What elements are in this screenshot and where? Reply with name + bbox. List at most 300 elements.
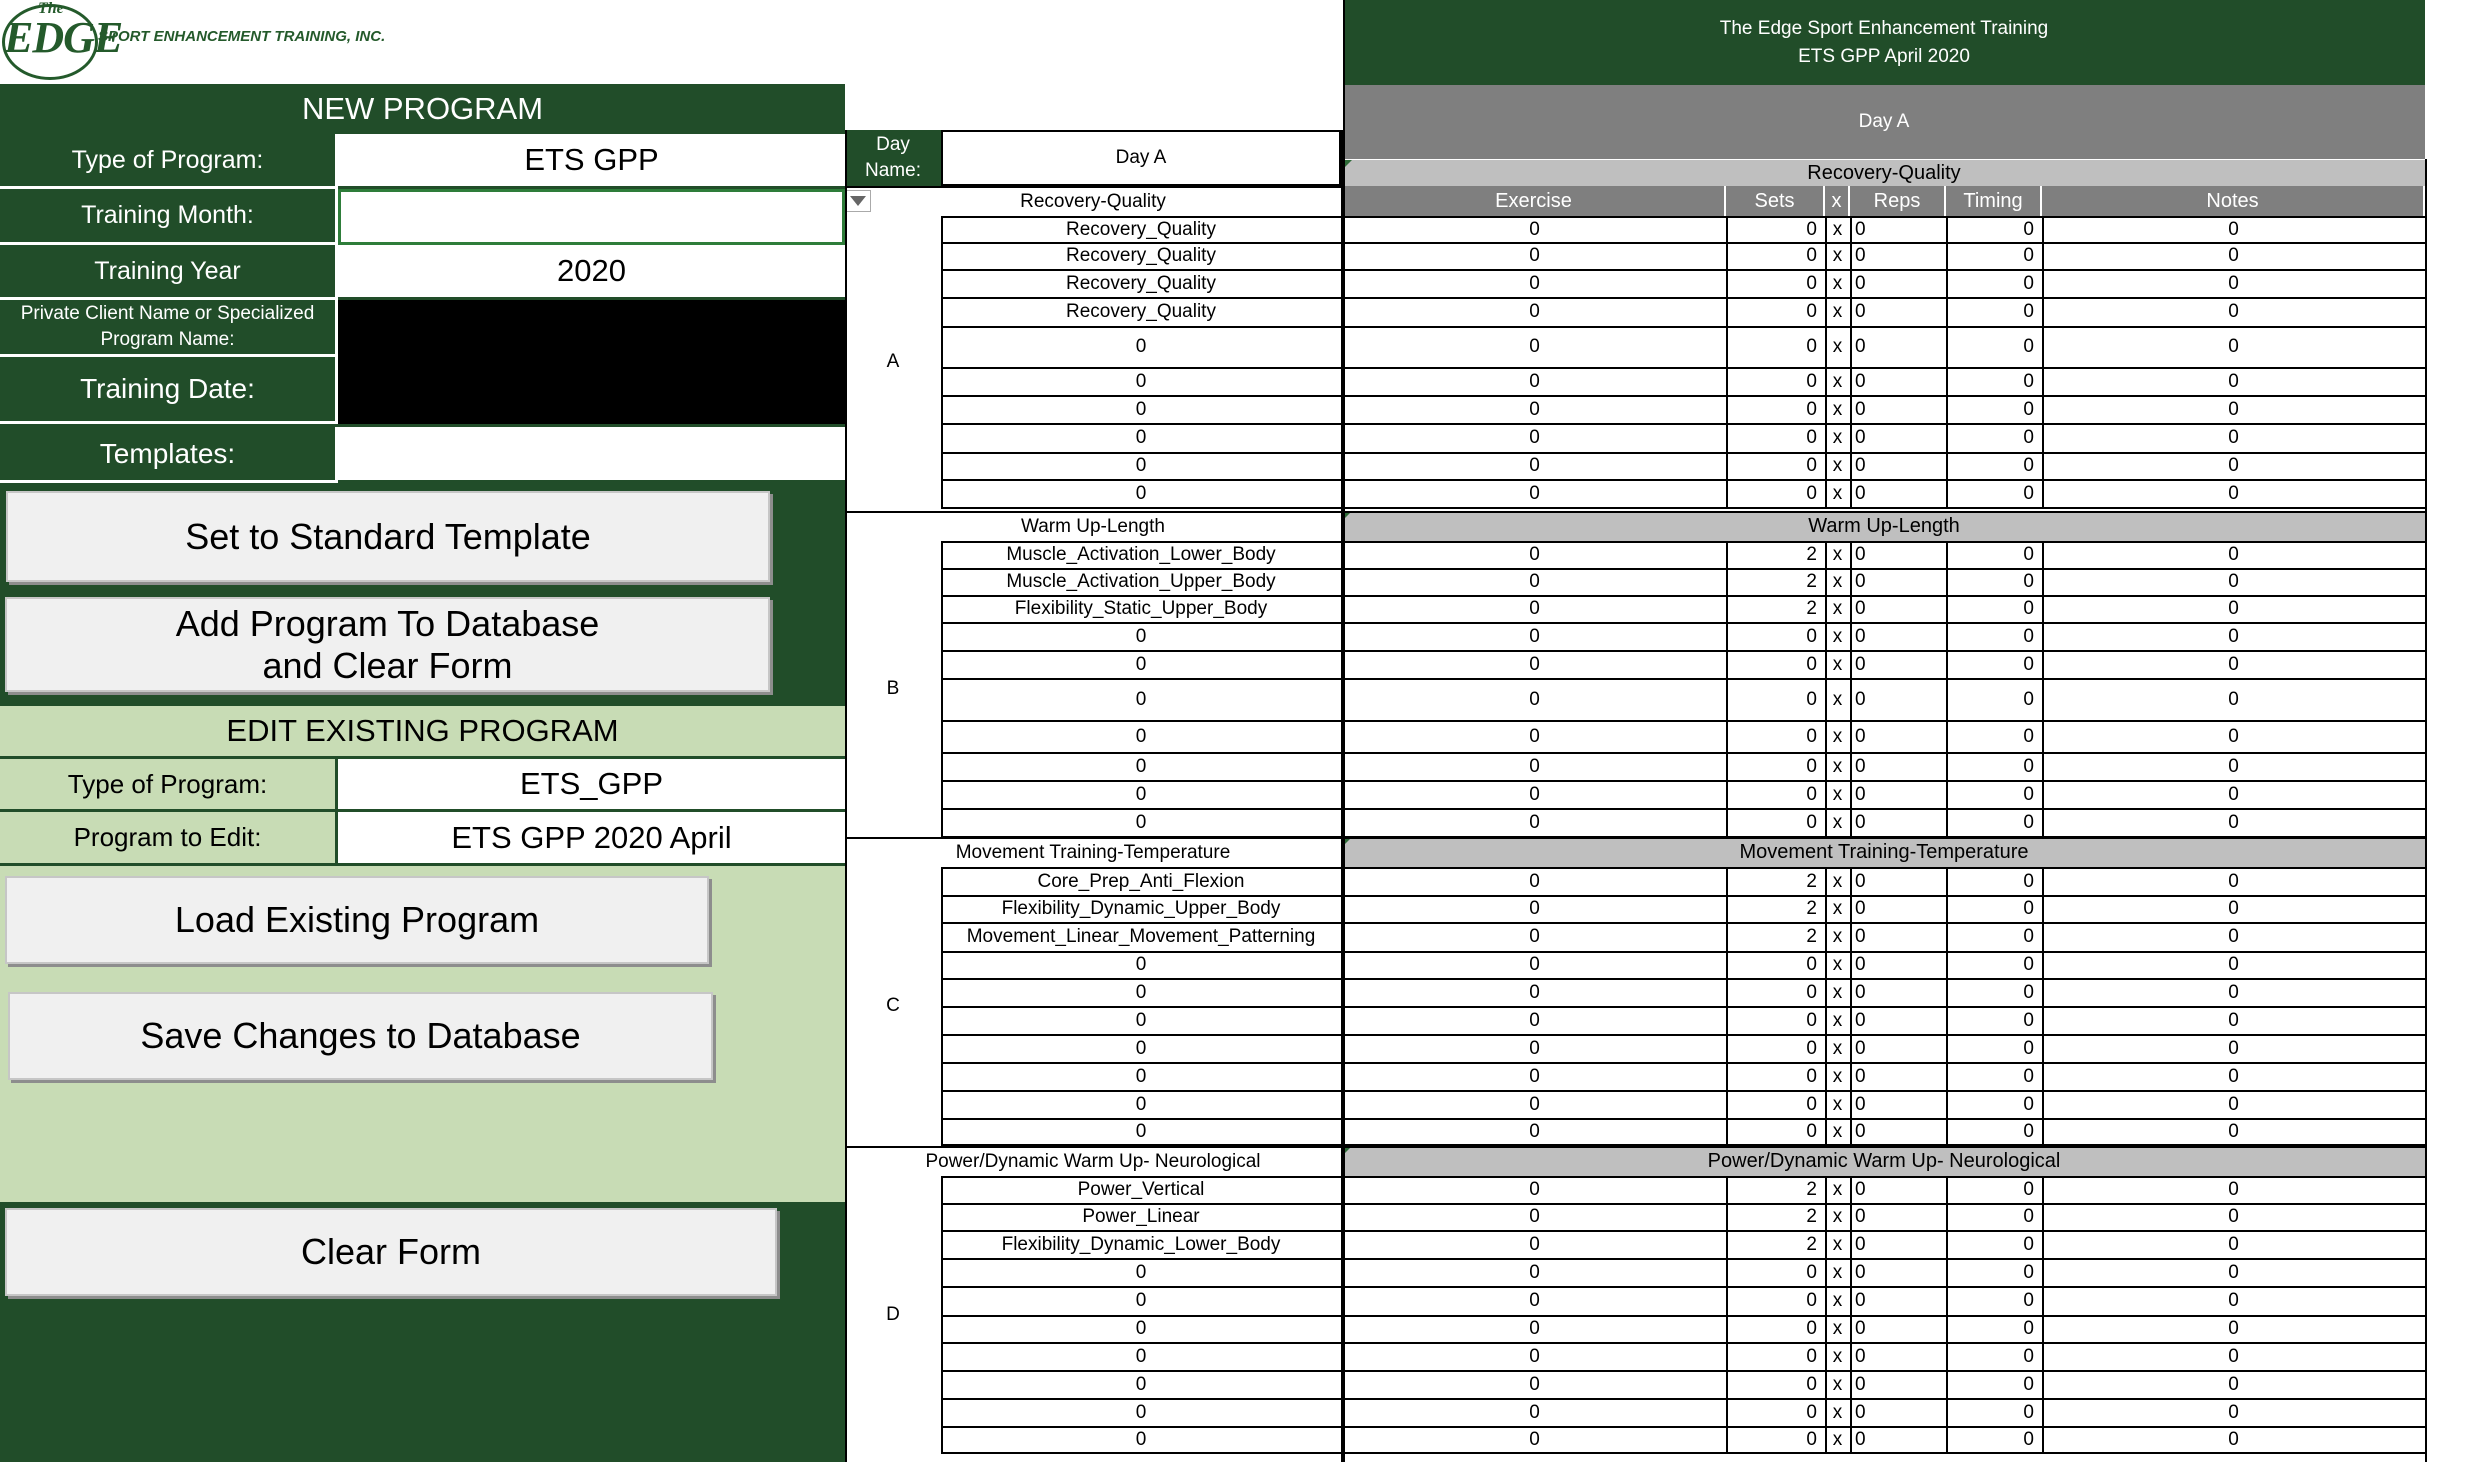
load-existing-program-button[interactable]: Load Existing Program bbox=[5, 876, 709, 964]
exercise-select[interactable]: Recovery_Quality bbox=[1066, 272, 1216, 294]
reps-cell: 0 bbox=[1855, 598, 1866, 619]
exercise-cell: 0 bbox=[1529, 954, 1540, 975]
section-letter: D bbox=[886, 1303, 900, 1325]
preview-title bbox=[1343, 0, 2425, 85]
sets-cell: 2 bbox=[1806, 571, 1817, 592]
timing-cell: 0 bbox=[2023, 898, 2034, 919]
reps-cell: 0 bbox=[1855, 301, 1866, 322]
grid-line bbox=[941, 1342, 1341, 1344]
reps-cell: 0 bbox=[1855, 1290, 1866, 1311]
exercise-cell: 0 bbox=[1529, 1065, 1540, 1087]
exercise-cell: 0 bbox=[1529, 1179, 1540, 1200]
exercise-cell: 0 bbox=[1529, 455, 1540, 476]
training-date-field[interactable] bbox=[338, 357, 845, 424]
exercise-select[interactable]: 0 bbox=[1135, 1290, 1147, 1311]
sets-cell: 0 bbox=[1806, 301, 1817, 322]
sets-cell: 2 bbox=[1806, 1206, 1817, 1227]
exercise-select[interactable]: Recovery_Quality bbox=[1066, 301, 1216, 322]
timing-cell: 0 bbox=[2023, 272, 2034, 294]
grid-line bbox=[1726, 216, 1728, 507]
exercise-cell: 0 bbox=[1529, 482, 1540, 504]
grid-line bbox=[1343, 1230, 2425, 1232]
sets-cell: 2 bbox=[1806, 898, 1817, 919]
section-band: Warm Up-Length bbox=[1343, 511, 2425, 541]
exercise-cell: 0 bbox=[1529, 755, 1540, 777]
exercise-select[interactable]: 0 bbox=[1135, 981, 1147, 1003]
grid-line bbox=[941, 1203, 1341, 1205]
grid-line bbox=[941, 752, 1341, 754]
exercise-select[interactable]: 0 bbox=[1135, 755, 1147, 777]
notes-cell: 0 bbox=[2228, 981, 2239, 1003]
exercise-select[interactable]: Recovery_Quality bbox=[1066, 218, 1216, 240]
section-name: Movement Training-Temperature bbox=[955, 841, 1231, 863]
grid-line bbox=[941, 650, 1341, 652]
grid-line bbox=[1343, 326, 2425, 328]
grid-line bbox=[1343, 395, 2425, 397]
exercise-cell: 0 bbox=[1529, 1037, 1540, 1059]
x-cell: x bbox=[1832, 1318, 1843, 1339]
grid-line bbox=[1946, 541, 1948, 836]
exercise-select[interactable]: Power_Linear bbox=[1082, 1206, 1200, 1227]
exercise-select[interactable]: 0 bbox=[1135, 811, 1147, 833]
grid-line bbox=[941, 1090, 1341, 1092]
templates-label: Templates: bbox=[0, 427, 338, 483]
reps-cell: 0 bbox=[1855, 725, 1866, 747]
grid-line bbox=[1343, 678, 2425, 680]
notes-cell: 0 bbox=[2228, 1065, 2239, 1087]
section-letter: C bbox=[886, 995, 900, 1016]
notes-cell: 0 bbox=[2228, 625, 2239, 647]
x-cell: x bbox=[1832, 1290, 1843, 1311]
section-band: Recovery-Quality bbox=[1343, 160, 2425, 186]
x-cell: x bbox=[1832, 245, 1843, 266]
client-name-label: Private Client Name or Specialized Program Name: bbox=[0, 300, 338, 357]
sets-cell: 0 bbox=[1806, 1037, 1817, 1059]
grid-line bbox=[941, 216, 1341, 218]
exercise-select[interactable]: 0 bbox=[1135, 1120, 1147, 1142]
grid-line bbox=[941, 1398, 1341, 1400]
grid-line bbox=[1825, 867, 1827, 1144]
exercise-select[interactable]: 0 bbox=[1135, 398, 1147, 420]
training-year-field[interactable]: 2020 bbox=[338, 245, 845, 300]
day-name-field[interactable]: Day A bbox=[941, 130, 1341, 186]
grid-line bbox=[1343, 452, 2425, 454]
x-cell: x bbox=[1832, 544, 1843, 565]
grid-line bbox=[941, 479, 1341, 481]
grid-line bbox=[941, 1258, 1341, 1260]
grid-line bbox=[1343, 951, 2425, 953]
reps-cell: 0 bbox=[1855, 482, 1866, 504]
sets-cell: 0 bbox=[1806, 981, 1817, 1003]
timing-cell: 0 bbox=[2023, 1037, 2034, 1059]
exercise-select[interactable]: Power_Vertical bbox=[1077, 1179, 1205, 1200]
reps-cell: 0 bbox=[1855, 898, 1866, 919]
grid-line bbox=[1850, 867, 1852, 1144]
exercise-cell: 0 bbox=[1529, 811, 1540, 833]
exercise-cell: 0 bbox=[1529, 1261, 1540, 1283]
grid-line bbox=[1343, 0, 1345, 1462]
exercise-select[interactable]: 0 bbox=[1135, 482, 1147, 504]
set-standard-template-button[interactable]: Set to Standard Template bbox=[6, 491, 770, 582]
sets-cell: 0 bbox=[1806, 482, 1817, 504]
exercise-select[interactable]: Movement_Linear_Movement_Patterning bbox=[966, 926, 1316, 947]
sets-cell: 0 bbox=[1806, 625, 1817, 647]
exercise-select[interactable]: 0 bbox=[1135, 455, 1147, 476]
grid-line bbox=[1343, 595, 2425, 597]
timing-cell: 0 bbox=[2023, 427, 2034, 448]
notes-cell: 0 bbox=[2228, 272, 2239, 294]
reps-cell: 0 bbox=[1855, 954, 1866, 975]
grid-line bbox=[941, 978, 1341, 980]
exercise-select[interactable]: 0 bbox=[1135, 1428, 1147, 1450]
notes-cell: 0 bbox=[2228, 482, 2239, 504]
grid-line bbox=[1343, 1176, 2425, 1178]
x-cell: x bbox=[1832, 926, 1843, 947]
sets-cell: 2 bbox=[1806, 1233, 1817, 1255]
notes-cell: 0 bbox=[2228, 1009, 2239, 1031]
grid-line bbox=[1343, 1342, 2425, 1344]
program-to-edit-field[interactable]: ETS GPP 2020 April bbox=[338, 812, 845, 866]
edit-program-title: EDIT EXISTING PROGRAM bbox=[226, 713, 619, 748]
notes-cell: 0 bbox=[2228, 370, 2239, 392]
sets-cell: 0 bbox=[1806, 1120, 1817, 1142]
exercise-cell: 0 bbox=[1529, 218, 1540, 240]
exercise-cell: 0 bbox=[1529, 1290, 1540, 1311]
column-header-exercise: Exercise bbox=[1343, 186, 1726, 216]
sets-cell: 0 bbox=[1806, 1373, 1817, 1395]
reps-cell: 0 bbox=[1855, 981, 1866, 1003]
section-letter: A bbox=[886, 351, 900, 372]
timing-cell: 0 bbox=[2023, 926, 2034, 947]
exercise-cell: 0 bbox=[1529, 1345, 1540, 1367]
grid-line bbox=[1343, 479, 2425, 481]
column-header-sets: Sets bbox=[1726, 186, 1825, 216]
x-cell: x bbox=[1832, 370, 1843, 392]
grid-line bbox=[1343, 541, 2425, 543]
x-cell: x bbox=[1832, 1345, 1843, 1367]
exercise-cell: 0 bbox=[1529, 870, 1540, 892]
reps-cell: 0 bbox=[1855, 1318, 1866, 1339]
exercise-select[interactable]: Recovery_Quality bbox=[1066, 245, 1216, 266]
exercise-select[interactable]: 0 bbox=[1135, 336, 1147, 357]
notes-cell: 0 bbox=[2228, 1428, 2239, 1450]
grid-line bbox=[1343, 1203, 2425, 1205]
reps-cell: 0 bbox=[1855, 1345, 1866, 1367]
sets-cell: 0 bbox=[1806, 1318, 1817, 1339]
grid-line bbox=[1343, 242, 2425, 244]
notes-cell: 0 bbox=[2228, 1290, 2239, 1311]
timing-cell: 0 bbox=[2023, 870, 2034, 892]
section-band: Movement Training-Temperature bbox=[1343, 837, 2425, 867]
grid-line bbox=[941, 1176, 943, 1452]
x-cell: x bbox=[1832, 1037, 1843, 1059]
exercise-select[interactable]: 0 bbox=[1135, 1093, 1147, 1115]
notes-cell: 0 bbox=[2228, 1120, 2239, 1142]
notes-cell: 0 bbox=[2228, 1373, 2239, 1395]
x-cell: x bbox=[1832, 755, 1843, 777]
grid-line bbox=[1726, 1176, 1728, 1452]
exercise-select[interactable]: 0 bbox=[1135, 1345, 1147, 1367]
x-cell: x bbox=[1832, 981, 1843, 1003]
exercise-cell: 0 bbox=[1529, 598, 1540, 619]
reps-cell: 0 bbox=[1855, 1261, 1866, 1283]
sets-cell: 2 bbox=[1806, 544, 1817, 565]
grid-line bbox=[845, 837, 2425, 839]
sets-cell: 2 bbox=[1806, 870, 1817, 892]
exercise-select[interactable]: 0 bbox=[1135, 1373, 1147, 1395]
grid-line bbox=[1343, 507, 2425, 509]
training-year-label: Training Year bbox=[0, 245, 338, 300]
timing-cell: 0 bbox=[2023, 653, 2034, 675]
sets-cell: 0 bbox=[1806, 336, 1817, 357]
grid-line bbox=[2042, 541, 2044, 836]
edit-type-label: Type of Program: bbox=[0, 756, 338, 812]
grid-line bbox=[1850, 541, 1852, 836]
exercise-select[interactable]: 0 bbox=[1135, 653, 1147, 675]
exercise-select[interactable]: 0 bbox=[1135, 1009, 1147, 1031]
notes-cell: 0 bbox=[2228, 427, 2239, 448]
reps-cell: 0 bbox=[1855, 218, 1866, 240]
reps-cell: 0 bbox=[1855, 272, 1866, 294]
sets-cell: 0 bbox=[1806, 1009, 1817, 1031]
exercise-select[interactable]: 0 bbox=[1135, 370, 1147, 392]
grid-line bbox=[1946, 1176, 1948, 1452]
grid-line bbox=[941, 423, 1341, 425]
exercise-select[interactable]: Flexibility_Dynamic_Upper_Body bbox=[1001, 898, 1281, 919]
exercise-select[interactable]: Muscle_Activation_Lower_Body bbox=[1006, 544, 1276, 565]
exercise-cell: 0 bbox=[1529, 1206, 1540, 1227]
exercise-cell: 0 bbox=[1529, 1093, 1540, 1115]
timing-cell: 0 bbox=[2023, 1179, 2034, 1200]
reps-cell: 0 bbox=[1855, 571, 1866, 592]
exercise-cell: 0 bbox=[1529, 272, 1540, 294]
notes-cell: 0 bbox=[2228, 898, 2239, 919]
exercise-cell: 0 bbox=[1529, 571, 1540, 592]
save-changes-button[interactable]: Save Changes to Database bbox=[8, 992, 713, 1080]
notes-cell: 0 bbox=[2228, 653, 2239, 675]
column-header-x: x bbox=[1825, 186, 1850, 216]
sets-cell: 0 bbox=[1806, 1345, 1817, 1367]
notes-cell: 0 bbox=[2228, 301, 2239, 322]
grid-line bbox=[1343, 1118, 2425, 1120]
grid-line bbox=[941, 326, 1341, 328]
grid-line bbox=[941, 595, 1341, 597]
grid-line bbox=[941, 541, 943, 836]
exercise-select[interactable]: 0 bbox=[1135, 1037, 1147, 1059]
logo-the: The bbox=[38, 0, 64, 17]
reps-cell: 0 bbox=[1855, 1428, 1866, 1450]
sets-cell: 0 bbox=[1806, 1428, 1817, 1450]
sets-cell: 0 bbox=[1806, 272, 1817, 294]
program-to-edit-label: Program to Edit: bbox=[0, 812, 338, 866]
sets-cell: 0 bbox=[1806, 1290, 1817, 1311]
section-letter: B bbox=[886, 678, 900, 699]
grid-line bbox=[1946, 216, 1948, 507]
exercise-select[interactable]: 0 bbox=[1135, 725, 1147, 747]
reps-cell: 0 bbox=[1855, 1037, 1866, 1059]
grid-line bbox=[1343, 297, 2425, 299]
grid-line bbox=[1343, 1258, 2425, 1260]
sets-cell: 0 bbox=[1806, 1093, 1817, 1115]
x-cell: x bbox=[1832, 1233, 1843, 1255]
grid-line bbox=[941, 541, 1341, 543]
grid-line bbox=[1850, 216, 1852, 507]
reps-cell: 0 bbox=[1855, 455, 1866, 476]
exercise-cell: 0 bbox=[1529, 1318, 1540, 1339]
training-date-label: Training Date: bbox=[0, 357, 338, 424]
sets-cell: 0 bbox=[1806, 954, 1817, 975]
clear-form-button[interactable]: Clear Form bbox=[5, 1208, 777, 1296]
x-cell: x bbox=[1832, 725, 1843, 747]
exercise-cell: 0 bbox=[1529, 245, 1540, 266]
x-cell: x bbox=[1832, 427, 1843, 448]
x-cell: x bbox=[1832, 1206, 1843, 1227]
exercise-select[interactable]: 0 bbox=[1135, 625, 1147, 647]
notes-cell: 0 bbox=[2228, 870, 2239, 892]
timing-cell: 0 bbox=[2023, 1428, 2034, 1450]
x-cell: x bbox=[1832, 688, 1843, 710]
company-logo bbox=[0, 0, 848, 84]
timing-cell: 0 bbox=[2023, 1373, 2034, 1395]
exercise-cell: 0 bbox=[1529, 301, 1540, 322]
exercise-cell: 0 bbox=[1529, 625, 1540, 647]
grid-line bbox=[941, 780, 1341, 782]
exercise-select[interactable]: Flexibility_Dynamic_Lower_Body bbox=[1001, 1233, 1281, 1255]
notes-cell: 0 bbox=[2228, 245, 2239, 266]
x-cell: x bbox=[1832, 783, 1843, 805]
x-cell: x bbox=[1832, 218, 1843, 240]
timing-cell: 0 bbox=[2023, 482, 2034, 504]
exercise-cell: 0 bbox=[1529, 898, 1540, 919]
grid-line bbox=[941, 367, 1341, 369]
exercise-select[interactable]: 0 bbox=[1135, 1318, 1147, 1339]
timing-cell: 0 bbox=[2023, 245, 2034, 266]
type-of-program-field[interactable]: ETS GPP bbox=[338, 134, 845, 189]
exercise-cell: 0 bbox=[1529, 653, 1540, 675]
edit-type-field[interactable]: ETS_GPP bbox=[338, 756, 845, 812]
x-cell: x bbox=[1832, 1401, 1843, 1423]
grid-line bbox=[1343, 978, 2425, 980]
notes-cell: 0 bbox=[2228, 544, 2239, 565]
x-cell: x bbox=[1832, 482, 1843, 504]
reps-cell: 0 bbox=[1855, 544, 1866, 565]
timing-cell: 0 bbox=[2023, 218, 2034, 240]
day-label-2: Name: bbox=[865, 160, 921, 181]
exercise-select[interactable]: Muscle_Activation_Upper_Body bbox=[1006, 571, 1276, 592]
exercise-cell: 0 bbox=[1529, 1428, 1540, 1450]
grid-line bbox=[1343, 269, 2425, 271]
notes-cell: 0 bbox=[2228, 954, 2239, 975]
x-cell: x bbox=[1832, 1009, 1843, 1031]
x-cell: x bbox=[1832, 870, 1843, 892]
reps-cell: 0 bbox=[1855, 1373, 1866, 1395]
grid-line bbox=[845, 1146, 2425, 1148]
exercise-select[interactable]: 0 bbox=[1135, 1065, 1147, 1087]
exercise-select[interactable]: 0 bbox=[1135, 427, 1147, 448]
exercise-select[interactable]: Core_Prep_Anti_Flexion bbox=[1037, 870, 1245, 892]
x-cell: x bbox=[1832, 571, 1843, 592]
grid-line bbox=[941, 452, 1341, 454]
grid-line bbox=[941, 216, 943, 507]
grid-line bbox=[941, 297, 1341, 299]
notes-cell: 0 bbox=[2228, 1179, 2239, 1200]
sets-cell: 0 bbox=[1806, 427, 1817, 448]
grid-line bbox=[1343, 1398, 2425, 1400]
add-program-button[interactable] bbox=[5, 597, 770, 692]
x-cell: x bbox=[1832, 598, 1843, 619]
timing-cell: 0 bbox=[2023, 1345, 2034, 1367]
timing-cell: 0 bbox=[2023, 1233, 2034, 1255]
notes-cell: 0 bbox=[2228, 1233, 2239, 1255]
x-cell: x bbox=[1832, 1261, 1843, 1283]
reps-cell: 0 bbox=[1855, 625, 1866, 647]
timing-cell: 0 bbox=[2023, 544, 2034, 565]
templates-field[interactable] bbox=[338, 427, 845, 483]
grid-line bbox=[1343, 922, 2425, 924]
day-label-1: Day bbox=[876, 134, 910, 155]
grid-line bbox=[1343, 720, 2425, 722]
exercise-select[interactable]: 0 bbox=[1135, 1261, 1147, 1283]
grid-line bbox=[1343, 1370, 2425, 1372]
sets-cell: 0 bbox=[1806, 725, 1817, 747]
exercise-select[interactable]: Flexibility_Static_Upper_Body bbox=[1014, 598, 1268, 619]
preview-title-2: ETS GPP April 2020 bbox=[1798, 45, 1970, 67]
exercise-select[interactable]: 0 bbox=[1135, 688, 1147, 710]
sets-cell: 0 bbox=[1806, 688, 1817, 710]
timing-cell: 0 bbox=[2023, 301, 2034, 322]
reps-cell: 0 bbox=[1855, 811, 1866, 833]
sets-cell: 0 bbox=[1806, 1065, 1817, 1087]
grid-line bbox=[1343, 895, 2425, 897]
x-cell: x bbox=[1832, 1120, 1843, 1142]
training-month-field[interactable] bbox=[338, 189, 845, 245]
notes-cell: 0 bbox=[2228, 1093, 2239, 1115]
reps-cell: 0 bbox=[1855, 1206, 1866, 1227]
grid-line bbox=[941, 507, 1341, 509]
exercise-cell: 0 bbox=[1529, 1401, 1540, 1423]
sets-cell: 0 bbox=[1806, 811, 1817, 833]
reps-cell: 0 bbox=[1855, 653, 1866, 675]
reps-cell: 0 bbox=[1855, 245, 1866, 266]
exercise-cell: 0 bbox=[1529, 398, 1540, 420]
grid-line bbox=[941, 622, 1341, 624]
grid-line bbox=[1343, 1426, 2425, 1428]
exercise-cell: 0 bbox=[1529, 981, 1540, 1003]
notes-cell: 0 bbox=[2228, 398, 2239, 420]
exercise-select[interactable]: 0 bbox=[1135, 783, 1147, 805]
grid-line bbox=[1343, 1315, 2425, 1317]
grid-line bbox=[2042, 1176, 2044, 1452]
training-month-label: Training Month: bbox=[0, 189, 338, 245]
sets-cell: 0 bbox=[1806, 455, 1817, 476]
sets-cell: 0 bbox=[1806, 1401, 1817, 1423]
exercise-cell: 0 bbox=[1529, 688, 1540, 710]
day-name-label bbox=[845, 130, 941, 186]
exercise-select[interactable]: 0 bbox=[1135, 1401, 1147, 1423]
section-name: Recovery-Quality bbox=[1020, 190, 1166, 212]
grid-line bbox=[1343, 622, 2425, 624]
client-name-field[interactable] bbox=[338, 300, 845, 357]
x-cell: x bbox=[1832, 301, 1843, 322]
sets-cell: 2 bbox=[1806, 598, 1817, 619]
reps-cell: 0 bbox=[1855, 755, 1866, 777]
x-cell: x bbox=[1832, 455, 1843, 476]
sets-cell: 0 bbox=[1806, 653, 1817, 675]
exercise-select[interactable]: 0 bbox=[1135, 954, 1147, 975]
x-cell: x bbox=[1832, 898, 1843, 919]
notes-cell: 0 bbox=[2228, 571, 2239, 592]
notes-cell: 0 bbox=[2228, 1401, 2239, 1423]
